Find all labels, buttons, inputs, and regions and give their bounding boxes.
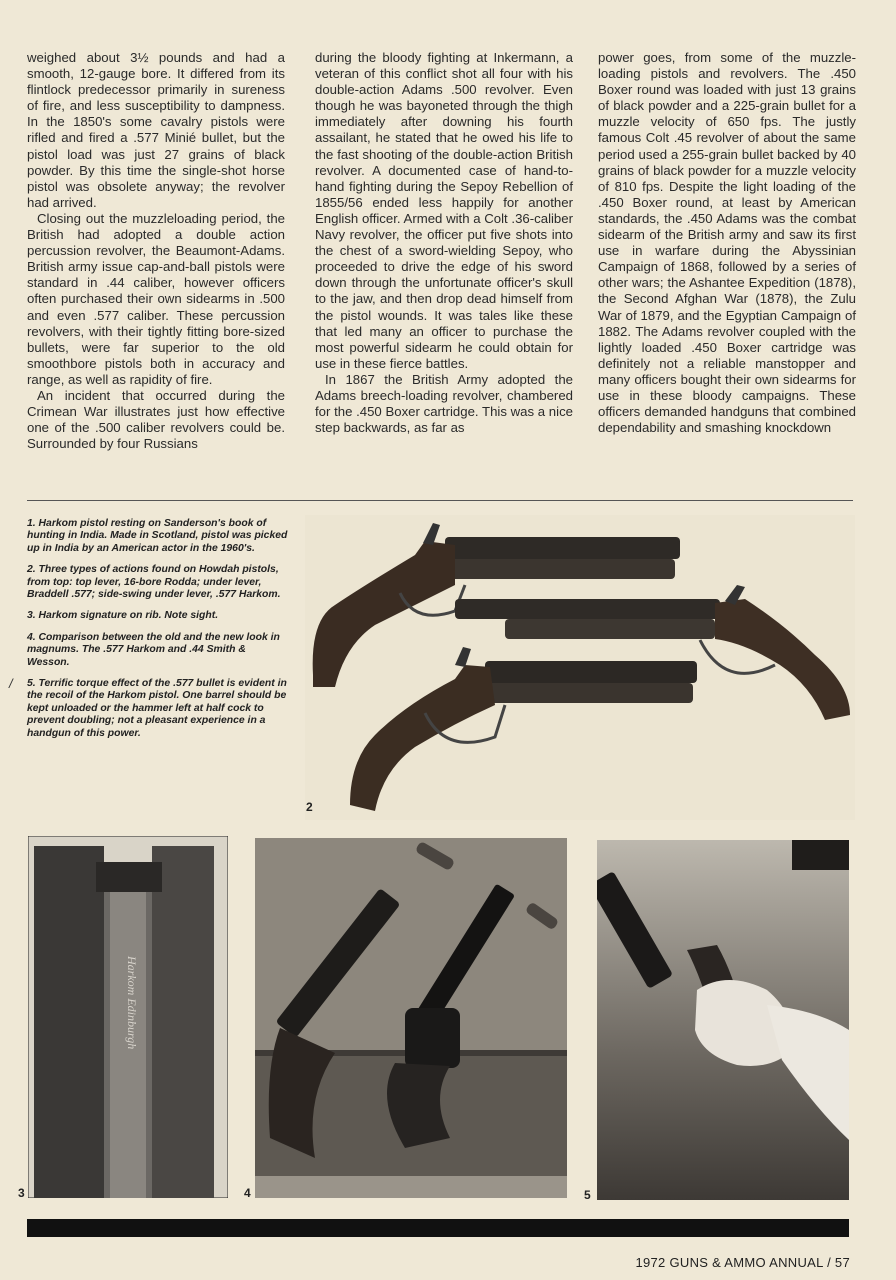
page-footer: 1972 GUNS & AMMO ANNUAL / 57 xyxy=(635,1255,850,1270)
bottom-bar xyxy=(27,1219,849,1237)
figure-captions xyxy=(27,518,289,749)
caption-2: 2. Three types of actions found on Howdah pistols, from top: top lever, 16-bore Rodda; under lever, Braddell .577; side-swing under lever, .577 Harkom. xyxy=(27,564,281,601)
margin-mark: / xyxy=(9,676,13,691)
figure-2-photo xyxy=(305,515,855,820)
article-column-3 xyxy=(598,50,856,436)
caption-1: 1. Harkom pistol resting on Sanderson's book of hunting in India. Made in Scotland, pistol was picked up in India by an American actor in the 1960's. xyxy=(27,518,288,554)
article-column-2 xyxy=(315,50,573,436)
section-divider xyxy=(27,500,853,501)
paragraph: An incident that occurred during the Crimean War illustrates just how effective one of the .500 caliber revolvers could be. Surrounded by four Russians xyxy=(27,387,285,452)
paragraph: Closing out the muzzleloading period, the British had adopted a double action percussion revolver, the Beaumont-Adams. British army issue cap-and-ball pistols were standard in .44 caliber, however officers often purchased their own sidearms in .500 and even .577 caliber. These percussion revolvers, with their tightly fitting bore-sized bullets, were far superior to the old smoothbore pistols both in accuracy and range, as well as rapidity of fire. xyxy=(27,210,285,387)
paragraph: weighed about 3½ pounds and had a smooth, 12-gauge bore. It differed from its flintlock predecessor primarily in sureness of fire, and less susceptibility to dampness. In the 1850's some cavalry pistols were rifled and fired a .577 Minié bullet, but the pistol load was just 27 grains of black powder. By this time the single-shot horse pistol was obsolete anyway; the revolver had arrived. xyxy=(27,50,285,210)
article-column-1 xyxy=(27,50,285,452)
rib-engraving: Harkom Edinburgh xyxy=(125,956,139,1050)
figure-3-number: 3 xyxy=(18,1186,25,1200)
figure-5-photo xyxy=(597,840,849,1200)
paragraph: In 1867 the British Army adopted the Adams breech-loading revolver, chambered for the .450 Boxer cartridge. This was a nice step backwards, as far as xyxy=(315,371,573,436)
caption-4: 4. Comparison between the old and the new look in magnums. The .577 Harkom and .44 Smith & Wesson. xyxy=(27,631,280,668)
figure-4-photo xyxy=(255,838,567,1198)
caption-5: 5. Terrific torque effect of the .577 bullet is evident in the recoil of the Harkom pistol. One barrel should be kept unloaded or the hammer left at half cock to prevent doubling; not a pleasant experience in a handgun of this power. xyxy=(27,678,287,739)
figure-4-number: 4 xyxy=(244,1186,251,1200)
figure-5-number: 5 xyxy=(584,1188,591,1202)
figure-3-photo xyxy=(28,836,228,1198)
paragraph: during the bloody fighting at Inkermann, a veteran of this conflict shot all four with his double-action Adams .500 revolver. Even though he was bayoneted through the thigh immediately after downing his fourth assailant, he stated that he owed his life to the fast shooting of the double-action British revolver. A documented case of hand-to-hand fighting during the Sepoy Rebellion of 1855/56 ended less happily for another English officer. Armed with a Colt .36-caliber Navy revolver, the officer put five shots into the chest of a sword-wielding Sepoy, who proceeded to drive the edge of his sword down through the unfortunate officer's skull to the jaw, and then drop dead himself from the pistol wounds. It was tales like these that led many an officer to purchase the most powerful sidearm he could obtain for use in these fierce battles. xyxy=(315,50,573,371)
figure-2-number: 2 xyxy=(306,800,313,814)
paragraph: power goes, from some of the muzzle-loading pistols and revolvers. The .450 Boxer round was loaded with just 13 grains of black powder and a 225-grain bullet for a muzzle velocity of 650 fps. The justly famous Colt .45 revolver of about the same period used a 255-grain bullet backed by 40 grains of black powder for a muzzle velocity of 810 fps. Despite the light loading of the .450 Boxer round, at least by American standards, the .450 Adams was the combat sidearm of the British army and saw its first use in warfare during the Abyssinian Campaign of 1868, followed by a series of other wars; the Ashantee Expedition (1878), the Second Afghan War (1878), the Zulu War of 1879, and the Egyptian Campaign of 1882. The Adams revolver coupled with the lightly loaded .450 Boxer cartridge was definitely not a reliable manstopper and many officers bought their own sidearms for use in these bloody campaigns. These officers demanded handguns that combined dependability and smashing knockdown xyxy=(598,50,856,436)
caption-3: 3. Harkom signature on rib. Note sight. xyxy=(27,610,219,622)
